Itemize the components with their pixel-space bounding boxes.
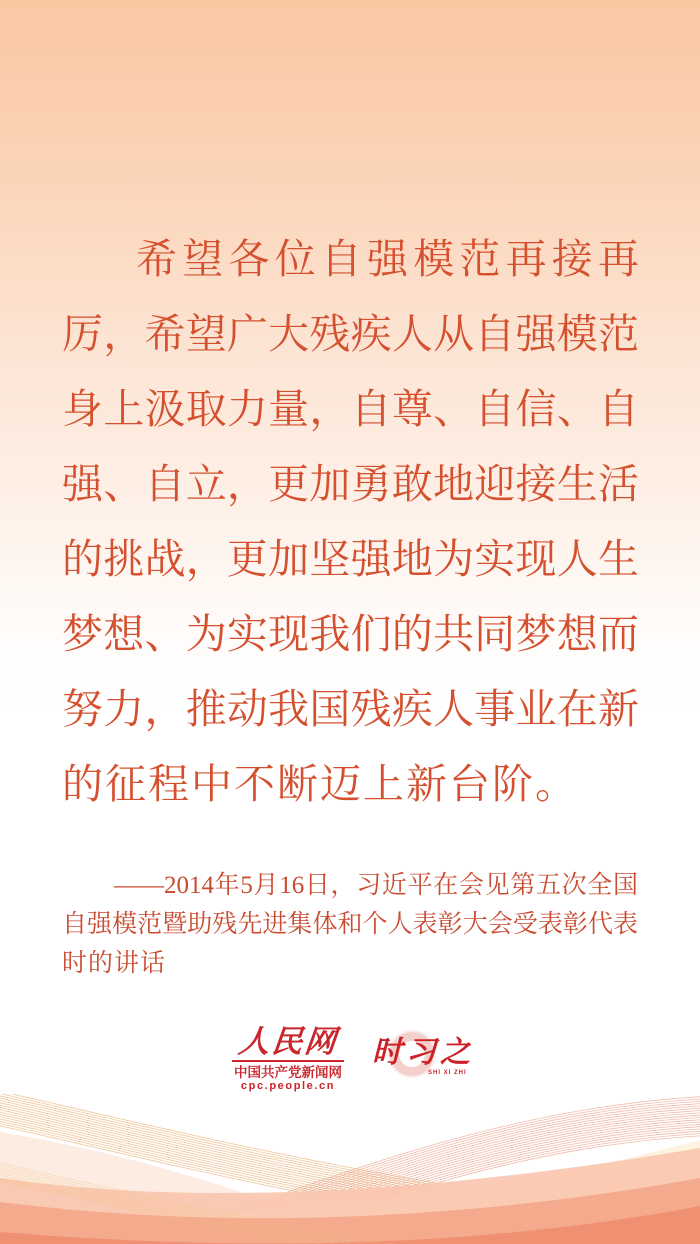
quote-line: 的挑战，更加坚强地为实现人生 [62, 536, 639, 582]
attribution-block [62, 866, 638, 983]
peoples-daily-wordmark: 人民网 [236, 1024, 340, 1059]
shixizhi-logo [372, 1026, 474, 1096]
quote-line: 的征程中不断迈上新台阶。 [62, 761, 578, 807]
cpc-news-site-url: cpc.people.cn [240, 1080, 336, 1092]
cpc-news-site-label: 中国共产党新闻网 [234, 1065, 342, 1080]
quote-line: 厉，希望广大残疾人从自强模范 [62, 311, 639, 357]
logo-row [0, 1026, 700, 1096]
quote-block [62, 222, 639, 822]
attribution-line: 时的讲话 [62, 950, 167, 977]
decorative-wave-footer [0, 1094, 700, 1244]
shixizhi-pinyin: SHI XI ZHI [428, 1070, 467, 1076]
quote-line: 希望各位自强模范再接再 [136, 236, 639, 282]
shixizhi-wordmark: 时习之 [372, 1036, 474, 1069]
quote-line: 强、自立，更加勇敢地迎接生活 [62, 461, 639, 507]
attribution-line: ——2014年5月16日，习近平在会见第五次全国 [114, 872, 638, 899]
logo-divider-line [232, 1060, 344, 1062]
attribution-line: 自强模范暨助残先进集体和个人表彰大会受表彰代表 [62, 911, 638, 938]
quote-line: 梦想、为实现我们的共同梦想而 [62, 611, 639, 657]
quote-line: 身上汲取力量，自尊、自信、自 [62, 386, 639, 432]
quote-line: 努力，推动我国残疾人事业在新 [62, 686, 639, 732]
peoples-daily-online-logo [232, 1026, 344, 1093]
